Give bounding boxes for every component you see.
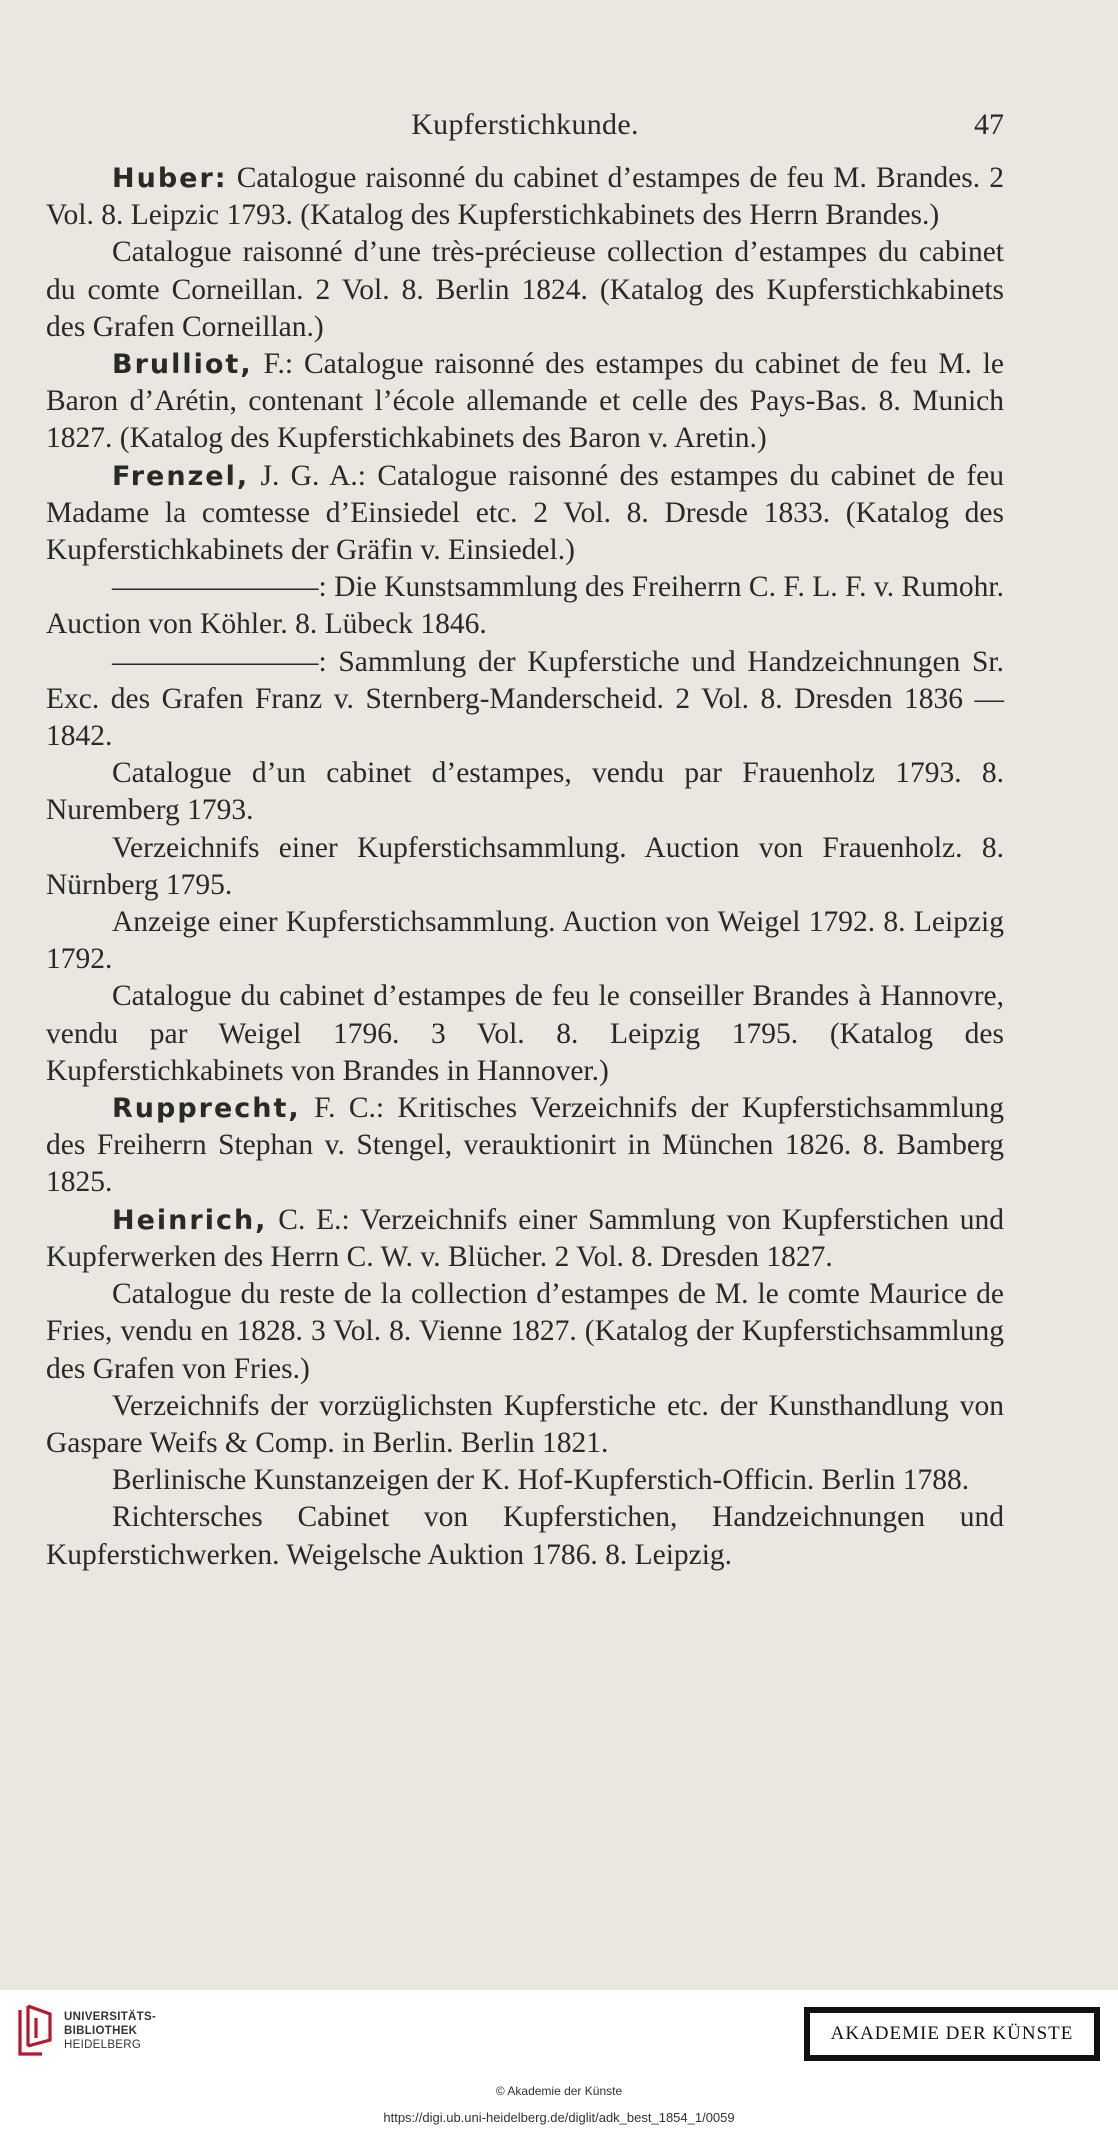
copyright-notice: © Akademie der Künste	[495, 2084, 623, 2098]
bibliography-entry	[46, 346, 1004, 458]
running-header	[46, 108, 1004, 148]
entry-author: Brulliot,	[112, 349, 253, 381]
entry-author: Huber:	[112, 163, 228, 194]
entry-text: Catalogue du reste de la collection d’estampes de M. le comte Maurice de Fries, vendu en 1828. 3 Vol. 8. Vienne 1827. (Katalog der Kupferstichsammlung des Grafen von Fries.)	[46, 1278, 1004, 1385]
bibliography-entry	[46, 1499, 1004, 1573]
ub-heidelberg-logo[interactable]	[12, 2002, 172, 2064]
entry-text: F.: Catalogue raisonné des estampes du cabinet de feu M. le Baron d’Arétin, contenant l’école allemande et celle des Pays-Bas. 8. Munich 1827. (Katalog des Kupferstichkabinets des Baron v. Aretin.)	[46, 348, 1004, 455]
page-number: 47	[974, 108, 1004, 141]
bibliography-entry	[46, 904, 1004, 978]
entry-text: Berlinische Kunstanzeigen der K. Hof-Kupferstich-Officin. Berlin 1788.	[112, 1464, 970, 1497]
bibliography-entry	[46, 1388, 1004, 1462]
entry-text: Verzeichnifs einer Kupferstichsammlung. Auction von Frauenholz. 8. Nürnberg 1795.	[46, 831, 1004, 901]
bibliography-entry	[46, 458, 1004, 570]
entry-text: Verzeichnifs der vorzüglichsten Kupferstiche etc. der Kunsthandlung von Gaspare Weifs & Comp. in Berlin. Berlin 1821.	[46, 1389, 1004, 1459]
entry-text: Richtersches Cabinet von Kupferstichen, Handzeichnungen und Kupferstichwerken. Weigelsche Auktion 1786. 8. Leipzig.	[46, 1501, 1004, 1571]
permalink-url[interactable]: https://digi.ub.uni-heidelberg.de/diglit/adk_best_1854_1/0059	[383, 2110, 735, 2125]
bibliography-entry	[46, 1090, 1004, 1202]
entry-text: C. E.: Verzeichnifs einer Sammlung von Kupferstichen und Kupferwerken des Herrn C. W. v. Blücher. 2 Vol. 8. Dresden 1827.	[46, 1203, 1004, 1273]
bibliography-entry	[46, 160, 1004, 234]
bibliography-entry	[46, 569, 1004, 643]
bibliography-entry	[46, 234, 1004, 346]
entry-author: Frenzel,	[112, 460, 250, 492]
ub-logo-line: UNIVERSITÄTS-	[64, 2011, 157, 2023]
adk-logo-label: AKADEMIE DER KÜNSTE	[810, 2013, 1094, 2055]
ub-heidelberg-logo-icon	[12, 2002, 56, 2062]
bibliography-entry	[46, 830, 1004, 904]
bibliography-entry	[46, 755, 1004, 829]
bibliography-entry	[46, 1276, 1004, 1388]
bibliography-entry	[46, 1202, 1004, 1276]
entry-text: Catalogue raisonné du cabinet d’estampes de feu M. Brandes. 2 Vol. 8. Leipzic 1793. (Katalog des Kupferstichkabinets des Herrn Brandes.)	[46, 162, 1004, 232]
entry-text: Catalogue d’un cabinet d’estampes, vendu par Frauenholz 1793. 8. Nuremberg 1793.	[46, 757, 1004, 827]
entry-author: Rupprecht,	[112, 1093, 301, 1125]
entry-text: Catalogue du cabinet d’estampes de feu le conseiller Brandes à Hannovre, vendu par Weigel 1796. 3 Vol. 8. Leipzig 1795. (Katalog des Kupferstichkabinets von Brandes in Hannover.)	[46, 980, 1004, 1087]
entry-text: F. C.: Kritisches Verzeichnifs der Kupferstichsammlung des Freiherrn Stephan v. Stengel, verauktionirt in München 1826. 8. Bamberg 1825.	[46, 1092, 1004, 1199]
entry-author: Heinrich,	[112, 1204, 268, 1236]
running-title: Kupferstichkunde.	[411, 108, 639, 141]
bibliography-list	[46, 160, 1004, 1574]
ub-logo-line: HEIDELBERG	[64, 2039, 142, 2051]
entry-text: J. G. A.: Catalogue raisonné des estampes du cabinet de feu Madame la comtesse d’Einsiedel etc. 2 Vol. 8. Dresde 1833. (Katalog des Kupferstichkabinets der Gräfin v. Einsiedel.)	[46, 459, 1004, 567]
bibliography-entry	[46, 1462, 1004, 1499]
ub-logo-line: BIBLIOTHEK	[64, 2025, 138, 2037]
bibliography-entry	[46, 978, 1004, 1090]
entry-text: Catalogue raisonné d’une très-précieuse collection d’estampes du cabinet du comte Corneillan. 2 Vol. 8. Berlin 1824. (Katalog des Kupferstichkabinets des Grafen Corneillan.)	[46, 236, 1004, 343]
bibliography-entry	[46, 644, 1004, 756]
entry-text: ———————: Sammlung der Kupferstiche und Handzeichnungen Sr. Exc. des Grafen Franz v. Sternberg-Manderscheid. 2 Vol. 8. Dresden 1836 — 1842.	[46, 645, 1004, 753]
entry-text: ———————: Die Kunstsammlung des Freiherrn C. F. L. F. v. Rumohr. Auction von Köhler. 8. Lübeck 1846.	[46, 571, 1004, 641]
adk-logo[interactable]	[804, 2007, 1100, 2061]
entry-text: Anzeige einer Kupferstichsammlung. Auction von Weigel 1792. 8. Leipzig 1792.	[46, 906, 1004, 976]
